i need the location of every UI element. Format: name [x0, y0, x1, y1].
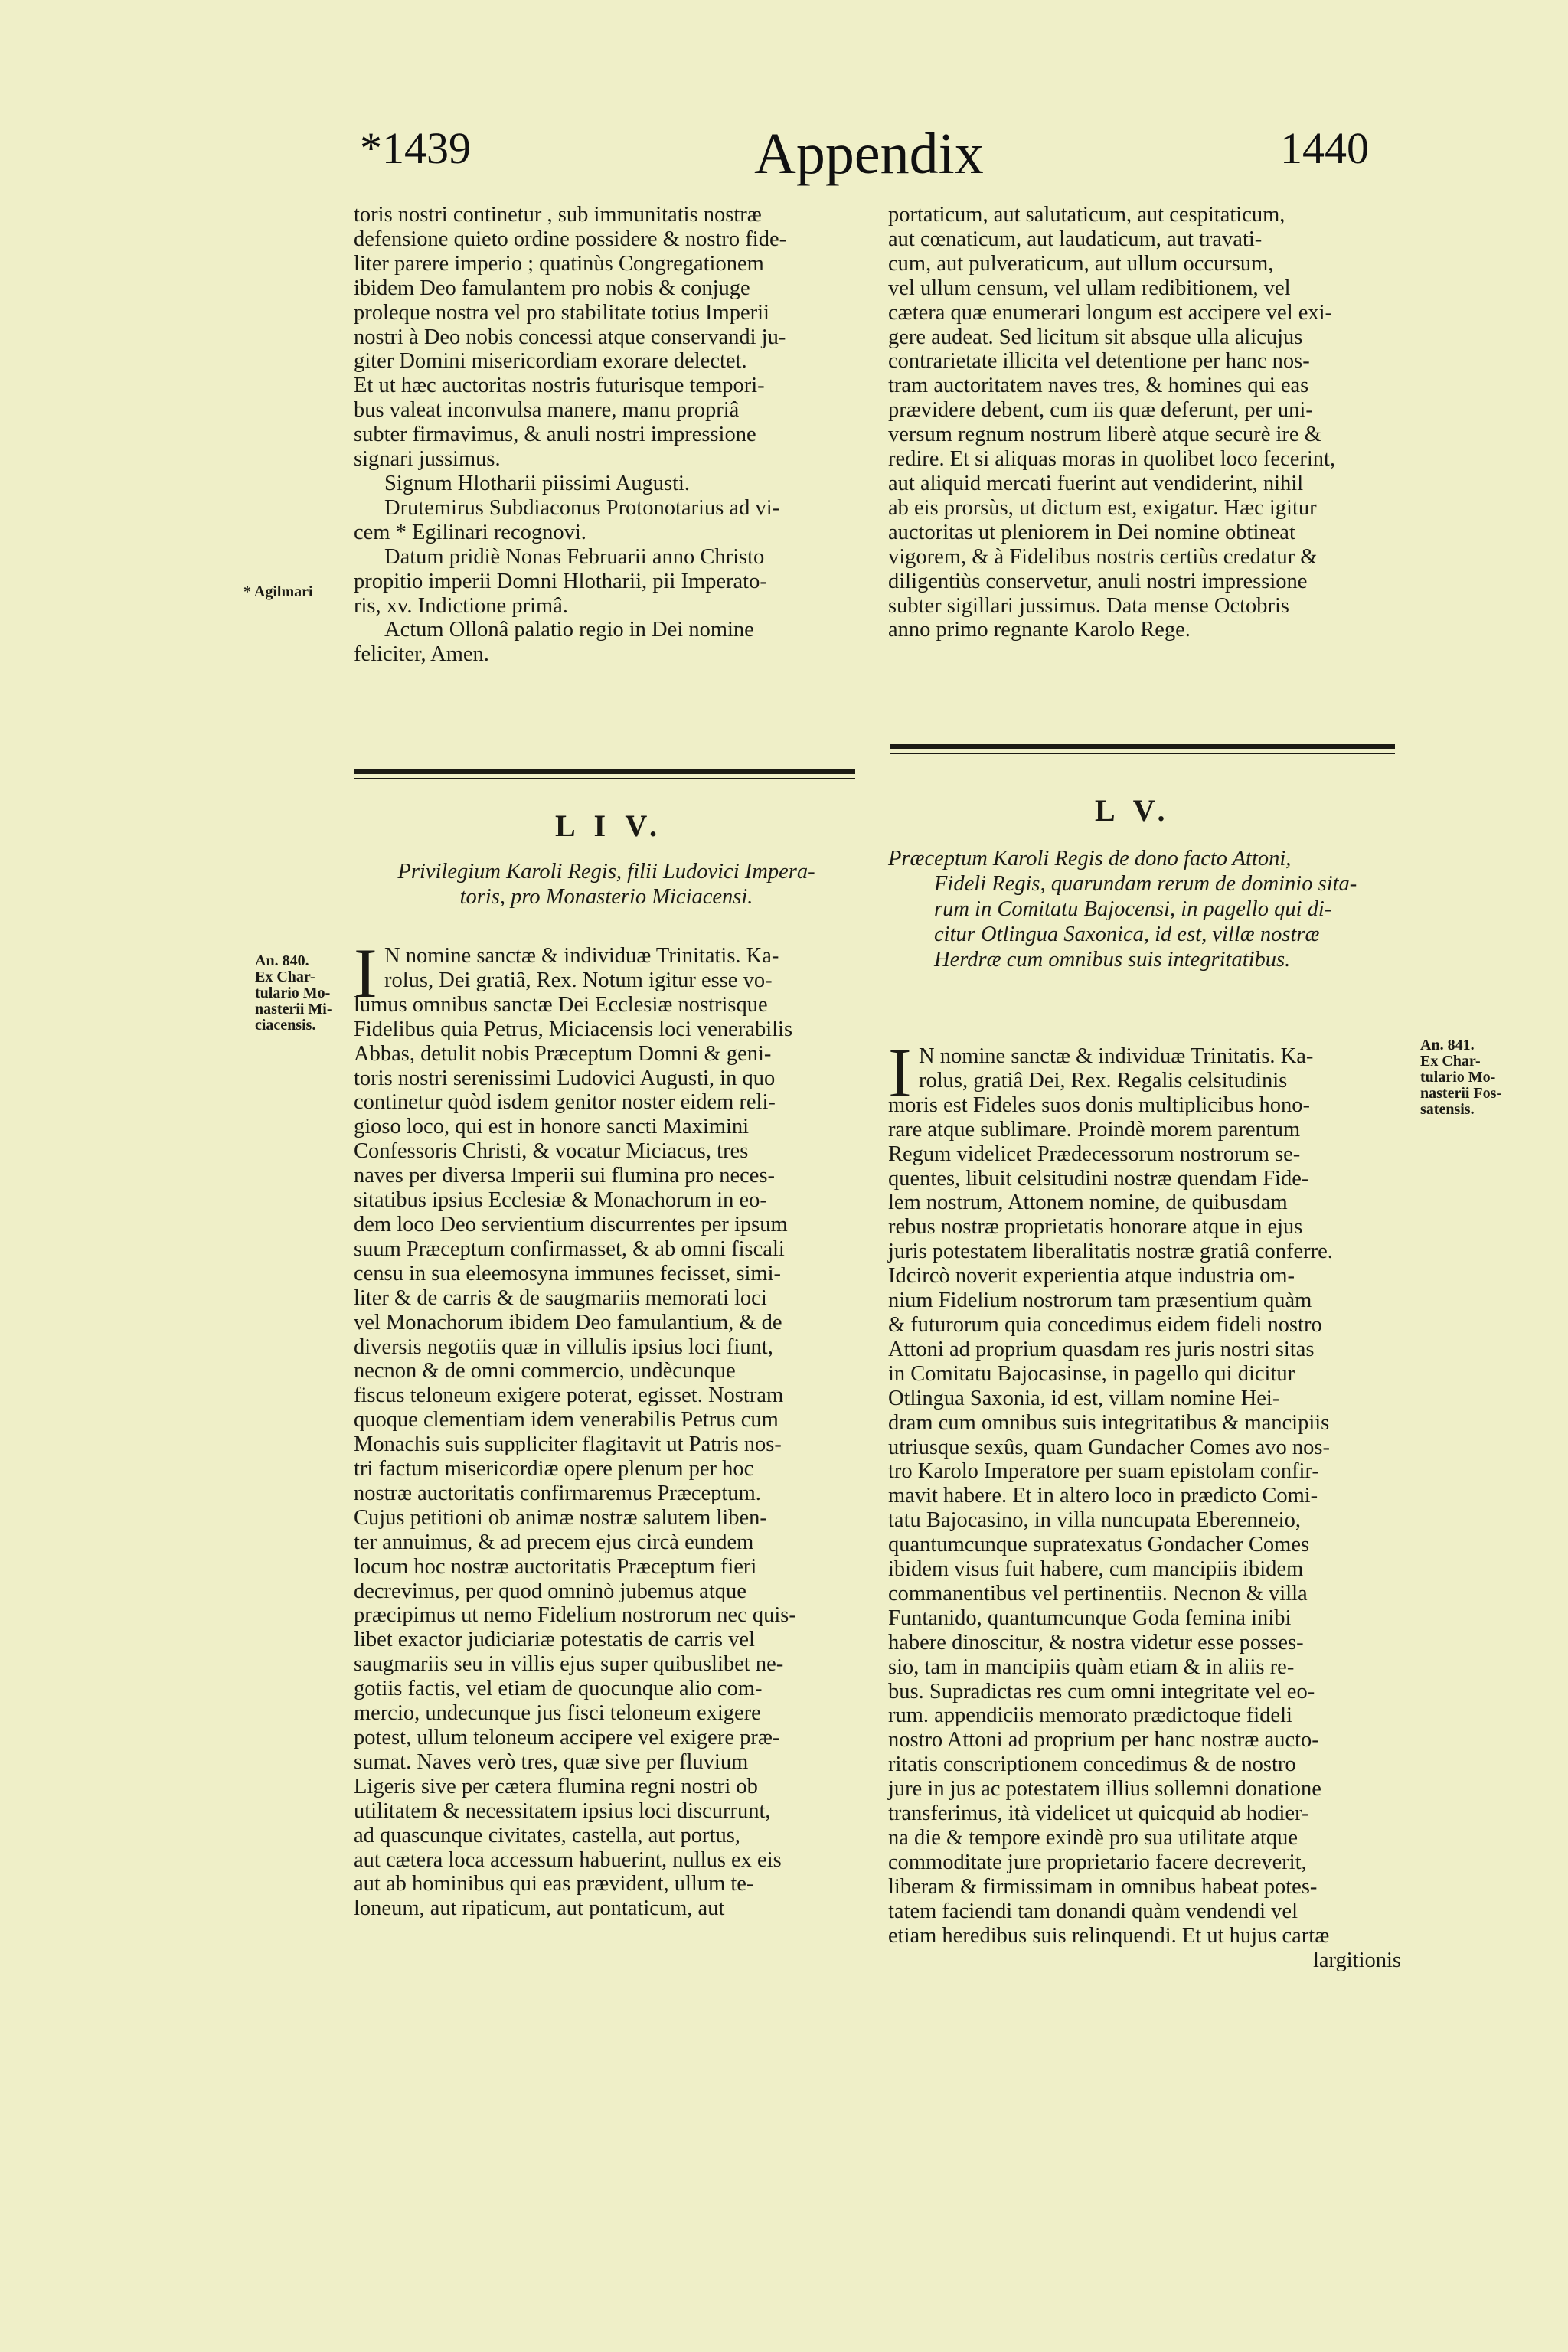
text-line: rare atque sublimare. Proindè morem parentum — [888, 1117, 1301, 1142]
text-line: vel Monachorum ibidem Deo famulantium, & de — [354, 1310, 782, 1334]
text-line: rum. appendiciis memorato prædictoque fideli — [888, 1704, 1292, 1728]
text-line: Fidelibus quia Petrus, Miciacensis loci venerabilis — [354, 1017, 793, 1041]
text-line: fiscus teloneum exigere poterat, egisset. Nostram — [354, 1383, 784, 1408]
text-line: potest, ullum teloneum accipere vel exigere præ- — [354, 1726, 780, 1749]
text-line: commanentibus vel pertinentiis. Necnon & villa — [888, 1581, 1308, 1606]
text-line: etiam heredibus suis relinquendi. Et ut hujus cartæ — [888, 1923, 1330, 1948]
text-line: proleque nostra vel pro stabilitate totius Imperii — [354, 300, 769, 325]
text-line: rebus nostræ proprietatis honorare atque in ejus — [888, 1215, 1303, 1240]
text-line: Actum Ollonâ palatio regio in Dei nomine — [384, 618, 754, 642]
section-number-liv: L I V. — [555, 808, 664, 843]
catchword: largitionis — [1312, 1948, 1401, 1972]
text-line: tram auctoritatem naves tres, & homines qui eas — [888, 374, 1309, 398]
text-line: ibidem visus fuit habere, cum mancipiis ibidem — [888, 1557, 1304, 1582]
text-line: na die & tempore exindè pro sua utilitate atque — [888, 1826, 1298, 1850]
text-line: nostræ auctoritatis confirmaremus Præceptum. — [354, 1481, 761, 1505]
margin-note-liv: An. 840. Ex Char- tulario Mo- nasterii Mi- ciacensis. — [255, 952, 332, 1034]
text-line: necnon & de omni commercio, undècunque — [354, 1359, 736, 1383]
page-title: Appendix — [754, 122, 984, 186]
signature-block — [354, 472, 859, 521]
text-line: propitio imperii Domni Hlotharii, pii Imperato- — [354, 569, 767, 593]
text-line: auctoritas ut pleniorem in Dei nomine obtineat — [888, 520, 1295, 544]
title-line: citur Otlingua Saxonica, id est, villæ nostræ — [934, 923, 1320, 946]
text-line: contrarietate illicita vel detentione per hanc nos- — [888, 349, 1310, 374]
text-line: ibidem Deo famulantem pro nobis & conjuge — [354, 276, 750, 300]
title-line: rum in Comitatu Bajocensi, in pagello qui di- — [934, 897, 1332, 921]
text-line: feliciter, Amen. — [354, 642, 489, 667]
text-line: naves per diversa Imperii sui flumina pro neces- — [354, 1164, 776, 1188]
text-line: cem * Egilinari recognovi. — [354, 520, 586, 544]
text-line: libet exactor judiciariæ potestatis de carris vel — [354, 1628, 755, 1652]
text-line: nostro Attoni ad proprium per hanc nostræ aucto- — [888, 1728, 1319, 1753]
text-line: cætera quæ enumerari longum est accipere vel exi- — [888, 300, 1333, 325]
text-line: vel ullum censum, vel ullam redibitionem, vel — [888, 276, 1291, 300]
section-rule-right-thin — [890, 753, 1395, 754]
text-line: defensione quieto ordine possidere & nostro fide- — [354, 227, 787, 251]
text-line: Ligeris sive per cætera flumina regni nostri ob — [354, 1774, 758, 1798]
left-column-top — [354, 203, 859, 667]
text-line: redire. Et si aliquas moras in quolibet loco fecerint, — [888, 447, 1336, 472]
text-line: moris est Fideles suos donis multiplicibus hono- — [888, 1093, 1311, 1117]
text-line: Funtanido, quantumcunque Goda femina inibi — [888, 1606, 1292, 1630]
text-line: aut aliquid mercati fuerint aut vendiderint, nihil — [888, 471, 1304, 495]
text-line: habere dinoscitur, & nostra videtur esse posses- — [888, 1630, 1304, 1655]
drop-cap-liv: I — [354, 934, 377, 1012]
text-line: transferimus, ità videlicet ut quicquid ab hodier- — [888, 1802, 1309, 1826]
text-line: portaticum, aut salutaticum, aut cespitaticum, — [888, 203, 1285, 227]
text-line: signari jussimus. — [354, 447, 501, 472]
title-line: Herdræ cum omnibus suis integritatibus. — [934, 948, 1291, 972]
text-line: Datum pridiè Nonas Februarii anno Christo — [384, 544, 765, 569]
text-line: bus valeat inconvulsa manere, manu propriâ — [354, 398, 740, 423]
text-line: cum, aut pulveraticum, aut ullum occursum, — [888, 251, 1274, 276]
margin-note-agilmari: * Agilmari — [243, 583, 313, 600]
text-line: subter firmavimus, & anuli nostri impressione — [354, 423, 756, 447]
text-line: gotiis factis, vel etiam de quocunque alio com- — [354, 1677, 763, 1701]
drop-cap-lv: I — [888, 1034, 912, 1112]
title-line: Fideli Regis, quarundam rerum de dominio sita- — [934, 872, 1357, 896]
text-line: gere audeat. Sed licitum sit absque ulla alicujus — [888, 325, 1303, 349]
text-line: Abbas, detulit nobis Præceptum Domni & geni- — [354, 1041, 772, 1066]
text-line: decrevimus, per quod omninò jubemus atque — [354, 1579, 746, 1603]
text-line: præcipimus ut nemo Fidelium nostrorum nec quis- — [354, 1603, 796, 1628]
title-line: toris, pro Monasterio Miciacensi. — [459, 885, 753, 909]
text-line: quoque clementiam idem venerabilis Petrus cum — [354, 1408, 779, 1432]
right-column-top — [888, 203, 1401, 642]
text-line: anno primo regnante Karolo Rege. — [888, 618, 1191, 642]
title-line: Privilegium Karoli Regis, filii Ludovici Impera- — [397, 860, 815, 884]
text-line: tri factum misericordiæ opere plenum per hoc — [354, 1457, 754, 1481]
text-line: N nomine sanctæ & individuæ Trinitatis. Ka- — [919, 1044, 1314, 1068]
text-line: Otlingua Saxonia, id est, villam nomine Hei- — [888, 1386, 1280, 1410]
text-line: diligentiùs conservetur, anuli nostri impressione — [888, 569, 1308, 593]
text-line: gioso loco, qui est in honore sancti Maximini — [354, 1115, 750, 1139]
text-line: & futurorum quia concedimus eidem fideli nostro — [888, 1312, 1322, 1337]
section-number-lv: L V. — [1095, 793, 1171, 828]
text-line: mercio, undecunque jus fisci teloneum exigere — [354, 1701, 761, 1726]
text-line: Attoni ad proprium quasdam res juris nostri sitas — [888, 1337, 1315, 1361]
text-line: tatem faciendi tam donandi quàm vendendi vel — [888, 1899, 1298, 1923]
date-block — [354, 545, 859, 570]
margin-note-lv: An. 841. Ex Char- tulario Mo- nasterii Fos- satensis. — [1420, 1037, 1502, 1118]
text-line: continetur quòd isdem genitor noster eidem reli- — [354, 1090, 776, 1115]
text-line: quentes, libuit celsitudini nostræ quendam Fide- — [888, 1166, 1309, 1191]
left-page-number: *1439 — [360, 123, 471, 173]
text-line: ad quascunque civitates, castella, aut portus, — [354, 1823, 740, 1847]
text-line: commoditate jure proprietario facere decreverit, — [888, 1850, 1307, 1874]
text-line: Monachis suis suppliciter flagitavit ut Patris nos- — [354, 1432, 782, 1457]
text-line: rolus, Dei gratiâ, Rex. Notum igitur esse vo- — [384, 968, 773, 992]
text-line: utilitatem & necessitatem ipsius loci discurrunt, — [354, 1798, 771, 1823]
text-line: liberam & firmissimam in omnibus habeat potes- — [888, 1874, 1318, 1899]
text-line: aut ab hominibus qui eas prævident, ullum te- — [354, 1872, 754, 1896]
text-line: liter parere imperio ; quatinùs Congregationem — [354, 251, 764, 276]
right-column-bottom — [888, 1044, 1401, 1972]
text-line: Cujus petitioni ob animæ nostræ salutem liben- — [354, 1505, 767, 1530]
section-rule-left-thin — [354, 778, 855, 779]
text-line: Idcircò noverit experientia atque industria om- — [888, 1264, 1295, 1289]
text-line: N nomine sanctæ & individuæ Trinitatis. Ka- — [384, 944, 779, 968]
text-line: Regum videlicet Prædecessorum nostrorum se- — [888, 1142, 1301, 1166]
text-line: subter sigillari jussimus. Data mense Octobris — [888, 593, 1290, 618]
text-line: saugmariis seu in villis ejus super quibuslibet ne- — [354, 1652, 784, 1677]
text-line: Confessoris Christi, & vocatur Miciacus, tres — [354, 1139, 749, 1164]
text-line: ritatis conscriptionem concedimus & de nostro — [888, 1753, 1296, 1777]
text-line: ter annuimus, & ad precem ejus circà eundem — [354, 1530, 754, 1554]
text-line: Et ut hæc auctoritas nostris futurisque tempori- — [354, 374, 765, 398]
section-title-lv — [888, 846, 1401, 972]
text-line: giter Domini misericordiam exorare delectet. — [354, 349, 747, 374]
text-line: prævidere debent, cum iis quæ deferunt, per uni- — [888, 398, 1313, 423]
text-line: loneum, aut ripaticum, aut pontaticum, aut — [354, 1896, 725, 1921]
text-line: liter & de carris & de saugmariis memorati loci — [354, 1285, 767, 1310]
text-line: tro Karolo Imperatore per suam epistolam confir- — [888, 1459, 1319, 1484]
text-line: censu in sua eleemosyna immunes fecisset, simi- — [354, 1261, 781, 1285]
text-line: sitatibus ipsius Ecclesiæ & Monachorum in eo- — [354, 1188, 767, 1213]
text-line: quantumcunque supratexatus Gondacher Comes — [888, 1533, 1310, 1557]
text-line: dem loco Deo servientium discurrentes per ipsum — [354, 1212, 788, 1236]
text-line: toris nostri serenissimi Ludovici Augusti, in quo — [354, 1066, 776, 1090]
text-line: dram cum omnibus suis integritatibus & mancipiis — [888, 1410, 1330, 1435]
section-title-liv — [354, 859, 859, 910]
text-line: rolus, gratiâ Dei, Rex. Regalis celsitudinis — [919, 1068, 1288, 1093]
text-line: diversis negotiis quæ in villulis ipsius loci fiunt, — [354, 1334, 773, 1359]
section-rule-right — [890, 744, 1395, 749]
text-line: utriusque sexûs, quam Gundacher Comes avo nos- — [888, 1435, 1331, 1459]
text-line: Drutemirus Subdiaconus Protonotarius ad vi- — [384, 495, 780, 520]
text-line: vigorem, & à Fidelibus nostris certiùs credatur & — [888, 544, 1318, 569]
text-line: nium Fidelium nostrorum tam præsentium quàm — [888, 1289, 1312, 1313]
text-line: mavit habere. Et in altero loco in prædicto Comi- — [888, 1484, 1318, 1508]
actum-block — [354, 618, 859, 642]
section-rule-left — [354, 769, 855, 774]
text-line: ris, xv. Indictione primâ. — [354, 593, 568, 618]
text-line: toris nostri continetur , sub immunitatis nostræ — [354, 203, 762, 227]
right-page-number: 1440 — [1280, 123, 1369, 173]
text-line: jure in jus ac potestatem illius sollemni donatione — [888, 1777, 1321, 1802]
text-line: suum Præceptum confirmasset, & ab omni fiscali — [354, 1236, 785, 1261]
left-column-bottom — [354, 944, 859, 1921]
text-line: sio, tam in mancipiis quàm etiam & in aliis re- — [888, 1655, 1295, 1679]
text-line: sumat. Naves verò tres, quæ sive per fluvium — [354, 1749, 749, 1774]
text-line: tatu Bajocasino, in villa nuncupata Eberenneio, — [888, 1508, 1301, 1533]
text-line: Signum Hlotharii piissimi Augusti. — [384, 471, 691, 495]
text-line: aut cætera loca accessum habuerint, nullus ex eis — [354, 1847, 782, 1872]
text-line: bus. Supradictas res cum omni integritate vel eo- — [888, 1679, 1315, 1704]
text-line: ab eis prorsùs, ut dictum est, exigatur. Hæc igitur — [888, 495, 1317, 520]
title-line: Præceptum Karoli Regis de dono facto Attoni, — [888, 847, 1292, 871]
text-line: nostri à Deo nobis concessi atque conservandi ju- — [354, 325, 786, 349]
text-line: aut cœnaticum, aut laudaticum, aut travati- — [888, 227, 1263, 251]
text-line: locum hoc nostræ auctoritatis Præceptum fieri — [354, 1554, 757, 1579]
left-top-paragraph — [354, 203, 859, 472]
text-line: lem nostrum, Attonem nomine, de quibusdam — [888, 1191, 1288, 1215]
text-line: juris potestatem liberalitatis nostræ gratiâ conferre. — [888, 1240, 1333, 1264]
text-line: in Comitatu Bajocasinse, in pagello qui dicitur — [888, 1361, 1295, 1386]
text-line: lumus omnibus sanctæ Dei Ecclesiæ nostrisque — [354, 992, 768, 1017]
text-line: versum regnum nostrum liberè atque securè ire & — [888, 423, 1321, 447]
